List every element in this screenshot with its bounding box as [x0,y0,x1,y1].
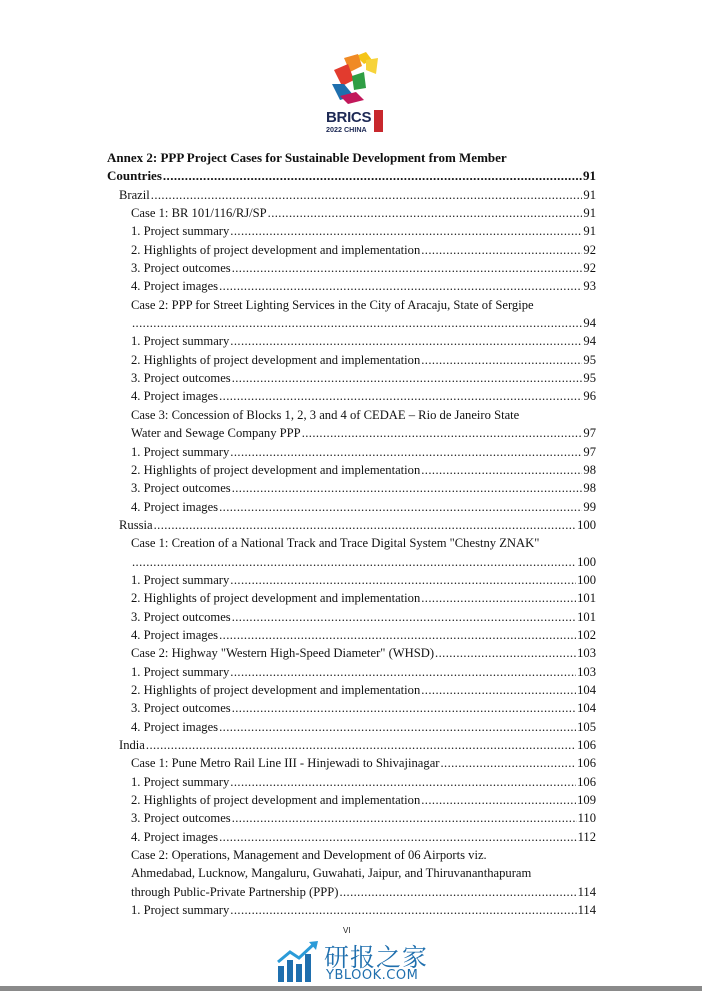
toc-leader-dots [435,644,576,662]
toc-page-number: 96 [583,389,596,404]
toc-entry-item[interactable] [107,681,596,699]
toc-page-number: 100 [577,572,596,587]
toc-leader-dots [230,571,576,589]
toc-page-number: 97 [583,426,596,441]
toc-entry-label: 2. Highlights of project development and implementation [131,591,421,606]
toc-leader-dots [421,461,582,479]
toc-leader-dots [151,186,583,204]
toc-entry-case[interactable] [107,644,596,662]
toc-leader-dots [230,443,582,461]
toc-leader-dots [232,259,583,277]
toc-entry-annex[interactable] [107,167,596,185]
toc-leader-dots [132,314,582,332]
brics-logo [326,50,384,136]
toc-entry-label: 4. Project images [131,499,219,514]
logo-brand: BRICS [326,109,372,126]
toc-entry-item[interactable] [107,332,596,350]
toc-leader-dots [421,589,576,607]
toc-entry-label: 2. Highlights of project development and implementation [131,242,421,257]
toc-entry-item[interactable] [107,369,596,387]
toc-entry-item[interactable] [107,699,596,717]
toc-entry-item[interactable] [107,241,596,259]
watermark-chinese: 研报之家 [324,943,429,972]
toc-entry-item[interactable] [107,773,596,791]
toc-page-number: 104 [577,682,596,697]
toc-leader-dots [219,277,582,295]
toc-page-number: 100 [577,554,596,569]
toc-entry-item[interactable] [107,718,596,736]
toc-leader-dots [421,241,582,259]
toc-entry-item[interactable] [107,608,596,626]
toc-page-number: 114 [577,884,596,899]
toc-entry-item[interactable] [107,479,596,497]
toc-entry-label: 4. Project images [131,279,219,294]
toc-entry-item[interactable] [107,663,596,681]
toc-entry-label: 2. Highlights of project development and implementation [131,352,421,367]
toc-entry-label: 3. Project outcomes [131,701,231,716]
toc-entry-label: 3. Project outcomes [131,811,231,826]
bottom-bar [0,986,702,991]
toc-page-number: 103 [577,664,596,679]
toc-entry-item[interactable] [107,571,596,589]
toc-entry-label: 4. Project images [131,389,219,404]
toc-page-number: 101 [577,609,596,624]
toc-page-number: 102 [577,627,596,642]
toc-entry-country[interactable] [107,516,596,534]
toc-page-number: 98 [583,481,596,496]
toc-entry-case[interactable] [107,314,596,332]
toc-entry-case-title[interactable]: Case 2: PPP for Street Lighting Services in the City of Aracaju, State of Sergipe [131,297,534,312]
page-number: VI [343,926,351,935]
bar-chart-arrow-icon [276,938,322,984]
toc-page-number: 106 [577,756,596,771]
toc-entry-label: 3. Project outcomes [131,371,231,386]
toc-page-number: 97 [583,444,596,459]
toc-entry-item[interactable] [107,809,596,827]
toc-entry-label: 2. Highlights of project development and implementation [131,793,421,808]
logo-subtitle: 2022 CHINA [326,125,367,134]
toc-entry-label: 1. Project summary [131,664,230,679]
toc-entry-label: India [119,738,145,752]
toc-entry-item[interactable] [107,828,596,846]
toc-entry-item[interactable] [107,351,596,369]
toc-leader-dots [219,828,576,846]
toc-entry-label: Countries [107,168,162,184]
toc-leader-dots [230,901,576,919]
toc-entry-item[interactable] [107,277,596,295]
toc-page-number: 91 [583,168,596,184]
toc-entry-item[interactable] [107,589,596,607]
toc-page-number: 91 [583,224,596,239]
toc-page-number: 91 [583,206,596,221]
watermark-english: YBLOOK.COM [326,968,419,983]
toc-page-number: 94 [583,316,596,331]
toc-annex-title[interactable]: Annex 2: PPP Project Cases for Sustainable Development from Member [107,150,507,165]
toc-page-number: 100 [577,517,596,532]
toc-entry-label: 1. Project summary [131,444,230,459]
toc-entry-label: Russia [119,517,153,532]
toc-page-number: 92 [583,242,596,257]
toc-entry-label: 1. Project summary [131,774,230,789]
toc-entry-country[interactable] [107,736,596,754]
toc-page-number: 103 [577,646,596,661]
toc-leader-dots [232,699,576,717]
toc-entry-case[interactable] [107,754,596,772]
toc-leader-dots [232,809,577,827]
toc-entry-case-title[interactable]: Case 3: Concession of Blocks 1, 2, 3 and 4 of CEDAE – Rio de Janeiro State [131,407,520,422]
toc-leader-dots [268,204,583,222]
toc-leader-dots [219,387,582,405]
toc-entry-label: through Public-Private Partnership (PPP) [131,884,339,899]
toc-leader-dots [339,883,576,901]
toc-leader-dots [154,516,577,534]
toc-page-number: 105 [577,719,596,734]
toc-leader-dots [219,626,576,644]
toc-entry-case[interactable] [107,883,596,901]
toc-page-number: 101 [577,591,596,606]
toc-entry-case[interactable] [107,553,596,571]
toc-entry-label: 1. Project summary [131,903,230,918]
toc-entry-item[interactable] [107,387,596,405]
toc-entry-item[interactable] [107,222,596,240]
toc-page-number: 109 [577,793,596,808]
toc-leader-dots [230,663,576,681]
toc-leader-dots [230,332,582,350]
toc-entry-label: Case 2: Highway "Western High-Speed Diameter" (WHSD) [131,646,435,661]
toc-entry-item[interactable] [107,498,596,516]
toc-entry-label: 3. Project outcomes [131,609,231,624]
brics-logo-icon [326,50,384,110]
toc-leader-dots [421,791,576,809]
toc-leader-dots [230,773,576,791]
logo-seal-icon [374,110,383,132]
toc-leader-dots [440,754,576,772]
toc-page-number: 112 [577,829,596,844]
toc-leader-dots [219,498,582,516]
toc-page-number: 95 [583,352,596,367]
toc-leader-dots [163,167,582,185]
toc-entry-label: Brazil [119,187,150,202]
toc-entry-label: 3. Project outcomes [131,481,231,496]
toc-leader-dots [232,608,576,626]
toc-page-number: 95 [583,371,596,386]
toc-leader-dots [219,718,576,736]
toc-entry-label: Case 1: Pune Metro Rail Line III - Hinjewadi to Shivajinagar [131,756,440,771]
toc-leader-dots [421,681,576,699]
toc-entry-case-title[interactable]: Case 1: Creation of a National Track and Trace Digital System "Chestny ZNAK" [131,536,540,551]
toc-leader-dots [232,369,583,387]
toc-entry-item[interactable] [107,791,596,809]
watermark [276,938,436,984]
toc-page-number: 98 [583,462,596,477]
toc-entry-label: Case 1: BR 101/116/RJ/SP [131,206,267,221]
toc-leader-dots [421,351,582,369]
toc-page-number: 110 [577,811,596,826]
toc-entry-case-title[interactable]: Case 2: Operations, Management and Development of 06 Airports viz. [131,848,487,863]
toc-entry-label: 2. Highlights of project development and implementation [131,682,421,697]
toc-entry-label: 4. Project images [131,627,219,642]
toc-leader-dots [146,736,576,754]
toc-entry-item[interactable] [107,461,596,479]
toc-leader-dots [302,424,583,442]
toc-page-number: 93 [583,279,596,294]
toc-leader-dots [230,222,582,240]
toc-entry-item[interactable] [107,443,596,461]
toc-page-number: 106 [577,774,596,789]
toc-entry-country[interactable] [107,186,596,204]
toc-page-number: 114 [577,903,596,918]
toc-entry-label: Water and Sewage Company PPP [131,426,301,441]
table-of-contents [107,149,596,919]
toc-entry-item[interactable] [107,626,596,644]
toc-entry-item[interactable] [107,259,596,277]
toc-entry-case[interactable] [107,204,596,222]
toc-page-number: 92 [583,261,596,276]
toc-leader-dots [132,553,576,571]
toc-page-number: 104 [577,701,596,716]
toc-page-number: 99 [583,499,596,514]
toc-entry-label: 3. Project outcomes [131,261,231,276]
toc-entry-label: 4. Project images [131,719,219,734]
toc-page-number: 94 [583,334,596,349]
toc-entry-case[interactable] [107,424,596,442]
toc-page-number: 106 [577,738,596,752]
toc-leader-dots [232,479,583,497]
toc-entry-label: 1. Project summary [131,334,230,349]
toc-page-number: 91 [583,187,596,202]
toc-entry-label: 2. Highlights of project development and implementation [131,462,421,477]
toc-entry-label: 1. Project summary [131,224,230,239]
toc-entry-label: 4. Project images [131,829,219,844]
toc-entry-case-title[interactable]: Ahmedabad, Lucknow, Mangaluru, Guwahati, Jaipur, and Thiruvananthapuram [131,866,532,881]
toc-entry-label: 1. Project summary [131,572,230,587]
toc-entry-item[interactable] [107,901,596,919]
